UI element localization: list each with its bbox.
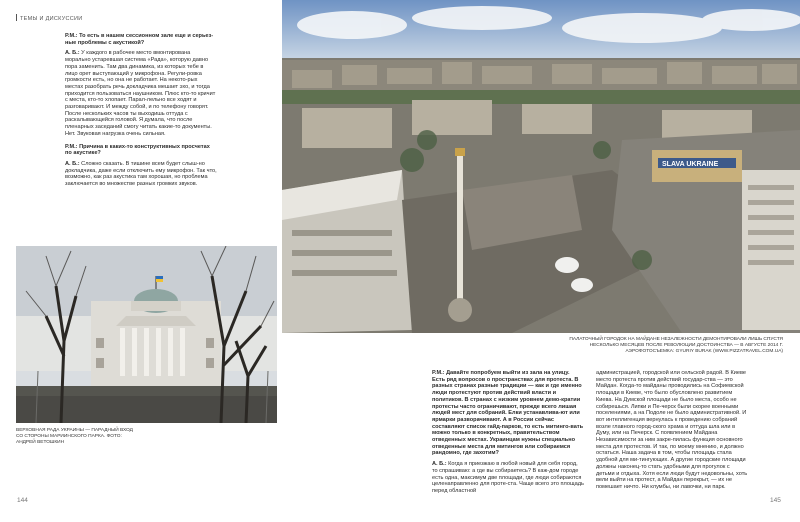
section-tag [16, 14, 83, 22]
answer-3-lead: А. Б.: [432, 461, 447, 468]
answer-3-text: Когда я приезжаю в любой новый для себя город, то спрашиваю: а где вы собираетесь? В каж-дом городе есть одна, максимум две площади, где люди собираются целенаправленно для проте-ста. Чаще всего это площадь перед областной [432, 461, 584, 494]
answer-1-text: У каждого в рабочее место вмонтирована морально устаревшая система «Рада», которую давно пора заменить. Там два динамика, из которых тебе в лицо орет выступающий у микрофона. Регули-ровка громкости есть, но она не работает. На некото-рых местах разобрать речь докладчика мешает эхо, и тогда приходится пользоваться наушником. Плюс кто-то кричит с места, кто-то хлопает. Парал-лельно все ходят и разговаривают. И между собой, и по телефону говорят. После нескольких часов ты выходишь оттуда с раскалывающейся головой. Я думала, что после пленарных заседаний смогу читать какие-то документы. Нет. Звуковая нагрузка очень сильная. [65, 50, 216, 137]
left-text-column [65, 33, 217, 194]
rada-photo [16, 246, 277, 423]
right-column-text: администрацией, городской или сельской радой. В Киеве место протеста против действий государ-ства — это Майдан. Когда-то майданы проводились на Софиевской площади в Киеве, что было обусловлено развитием Киева. На Думской площади не было места, особо не собирешься. Липки и Пе-черск были скорее военными поселениями, а на Подоле не было административной. И вот интеллигенция вернулась к проведению собраний возле главного город-ского храма и оттуда шла или в Думу, или на Печерск. С появлением Майдана Независимости за ним закре-пилась функция основного места для протестов. И так, по моему мнению, и должно остаться. Наша задача в том, чтобы площадь стала удобной для ми-тингующих. А другие городские площади должны наконец-то стать удобными для прогулок с детьми и отдыха. Хотя если люди будут недовольны, хоть вели выйти на протест, а Майдан перекрыт, — их не помешает ничто. Ни клумбы, ни лавочки, ни парк. [596, 370, 748, 490]
question-1: Р.М.: То есть в нашем сессионном зале еще и серьез-ные проблемы с акустикой? [65, 33, 214, 46]
middle-text-column [432, 370, 584, 501]
question-3: Р.М.: Давайте попробуем выйти из зала на улицу. Есть ряд вопросов о пространствах для протеста. В разных странах разные традиции — как и где именно люди протестуют против действий власти и политиков. В странах с низким уровнем демо-кратии протесты часто ограничивают, прежде всего лишая людей мест для собраний. Елки устанавлива-ют или ярмарки разворачивают. А в России сейчас составляют список гайд-парков, то есть митинго-вать можно только в конкретных, правительством отведенных местах. Украинцам нужны специально отведенные места для митингов или собираемся рандомно, где захотим? [432, 370, 584, 457]
answer-2 [65, 161, 217, 188]
maidan-photo-caption: ПАЛАТОЧНЫЙ ГОРОДОК НА МАЙДАНЕ НЕЗАЛЕЖНОСТИ ДЕМОНТИРОВАЛИ ЛИШЬ СПУСТЯ НЕСКОЛЬКО МЕСЯЦЕВ ПОСЛЕ РЕВОЛЮЦИИ ДОСТОИНСТВА — В АВГУСТЕ 2014 Г. АЭРОФОТОСЪЕМКА: GYURIY BURAK (WWW.PIZZATRAVEL.COM.UA) [569, 337, 783, 354]
answer-1 [65, 50, 217, 137]
rada-photo-caption: ВЕРХОВНАЯ РАДА УКРАИНЫ — ПАРАДНЫЙ ВХОД СО СТОРОНЫ МАРИИНСКОГО ПАРКА. ФОТО: АНДРЕЙ ВЕТОШКИН [16, 428, 133, 445]
page-number-right: 145 [770, 497, 781, 504]
maidan-aerial-photo [282, 0, 800, 333]
answer-2-text: Сложно сказать. В тишине всем будет слыш-но докладчика, даже если отключить ему микрофон. Так что, возможно, как раз акустика там хорошая, но проблема заключается во множестве разных громких звуков. [65, 160, 217, 188]
answer-2-lead: А. Б.: [65, 160, 80, 167]
page-number-left: 144 [17, 497, 28, 504]
maidan-aerial-illustration [282, 0, 800, 333]
right-text-column [596, 370, 748, 497]
billboard-text: SLAVA UKRAINE [662, 161, 719, 168]
section-title: ТЕМЫ И ДИСКУССИИ [20, 16, 83, 22]
rada-building-illustration [16, 246, 277, 423]
answer-3 [432, 461, 584, 495]
question-2: Р.М.: Причина в каких-то конструктивных просчетах по акустике? [65, 143, 210, 157]
answer-1-lead: А. Б.: [65, 50, 80, 57]
